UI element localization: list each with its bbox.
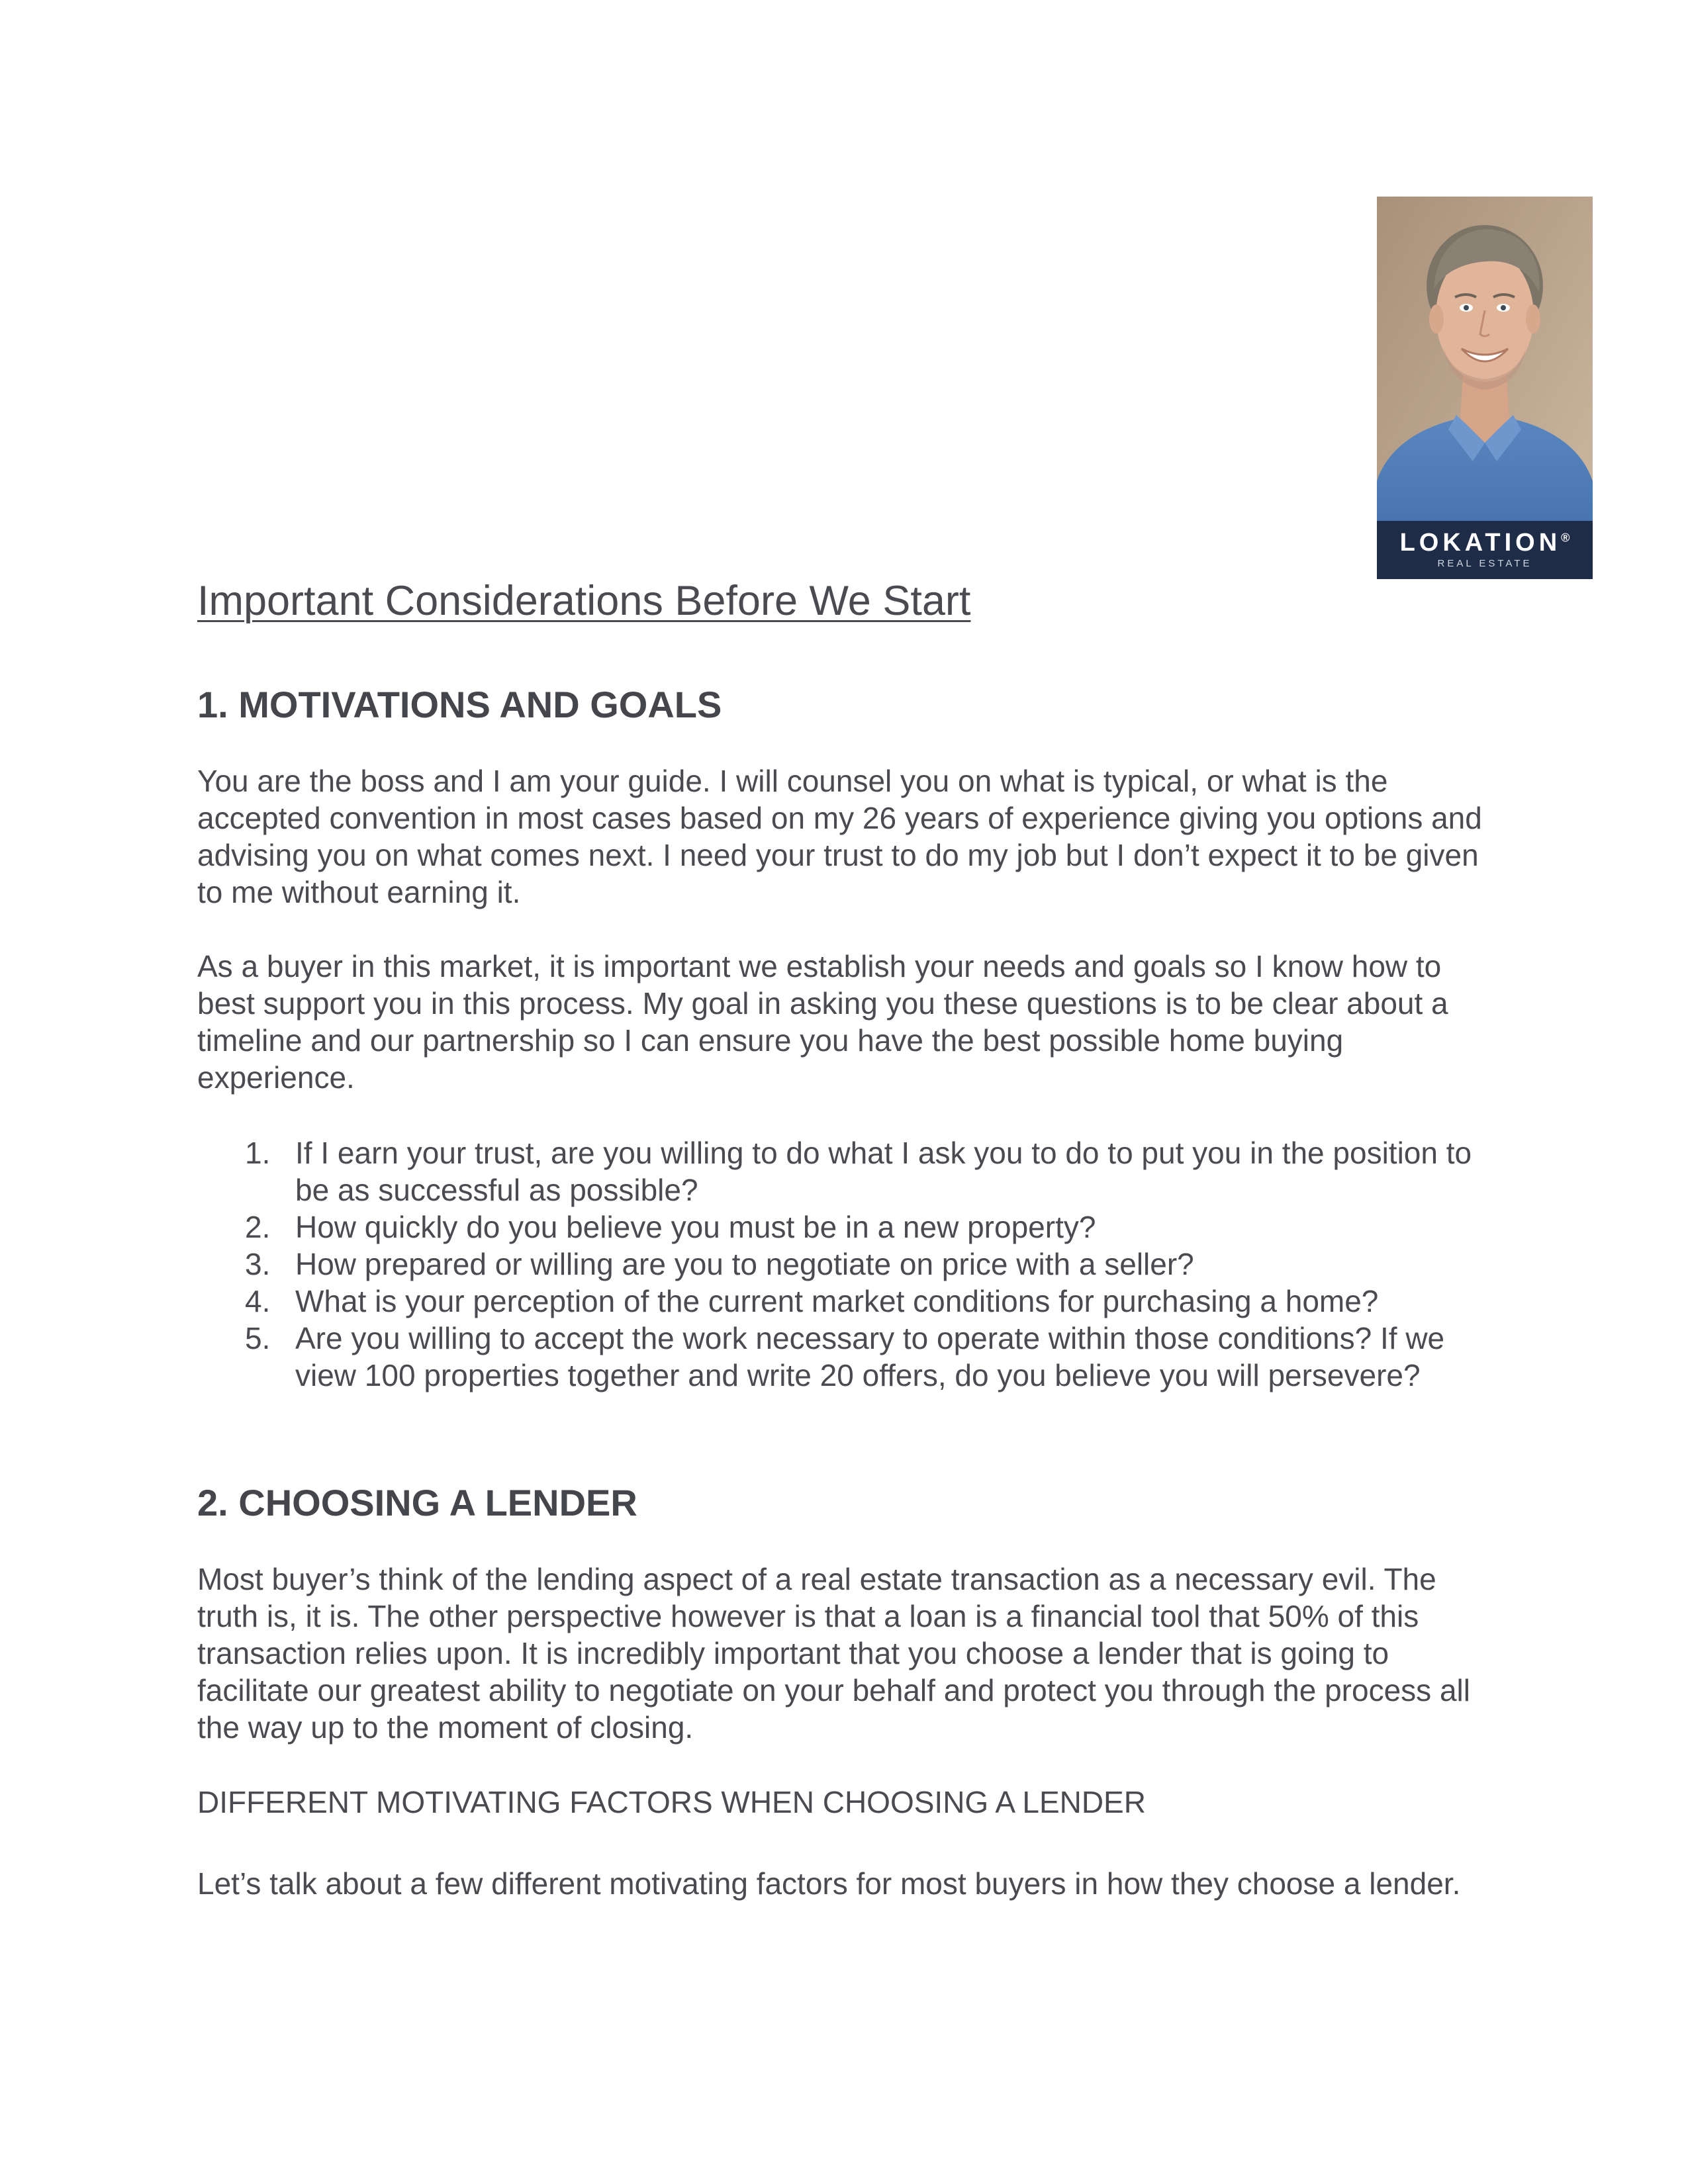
paragraph-lender: Most buyer’s think of the lending aspect of a real estate transaction as a necessary evil. The truth is, it is. The other perspective however is that a loan is a financial tool that 50% of this transaction relies upon. It is incredibly important that you choose a lender that is going to facilitate our greatest ability to negotiate on your behalf and protect you through the process all the way up to the moment of closing. <box>197 1562 1470 1745</box>
agent-headshot <box>1377 197 1593 579</box>
brand-logo-subtitle: REAL ESTATE <box>1437 558 1532 569</box>
list-item: 1. If I earn your trust, are you willing to do what I ask you to do to put you in the position to be as successful as possible? <box>245 1136 1472 1207</box>
list-item: 2. How quickly do you believe you must be in a new property? <box>245 1210 1096 1244</box>
paragraph-factors-intro: Let’s talk about a few different motivating factors for most buyers in how they choose a lender. <box>197 1866 1461 1901</box>
list-item: 3. How prepared or willing are you to negotiate on price with a seller? <box>245 1247 1194 1281</box>
document-title: Important Considerations Before We Start <box>197 578 971 624</box>
list-item: 4. What is your perception of the current market conditions for purchasing a home? <box>245 1284 1379 1318</box>
section-heading-motivations: 1. MOTIVATIONS AND GOALS <box>197 684 722 725</box>
subheading-motivating-factors: DIFFERENT MOTIVATING FACTORS WHEN CHOOSING A LENDER <box>197 1785 1146 1819</box>
questions-list <box>197 1134 1495 1394</box>
section-heading-lender: 2. CHOOSING A LENDER <box>197 1482 637 1524</box>
list-item: 5. Are you willing to accept the work necessary to operate within those conditions? If we view 100 properties together and write 20 offers, do you believe you will persevere? <box>245 1321 1445 1392</box>
brand-logo-text: LOKATION® <box>1399 529 1570 557</box>
paragraph-intro: You are the boss and I am your guide. I will counsel you on what is typical, or what is the accepted convention in most cases based on my 26 years of experience giving you options and advising you on what comes next. I need your trust to do my job but I don’t expect it to be given to me without earning it. <box>197 764 1482 909</box>
paragraph-buyer-goals: As a buyer in this market, it is important we establish your needs and goals so I know how to best support you in this process. My goal in asking you these questions is to be clear about a timeline and our partnership so I can ensure you have the best possible home buying experience. <box>197 949 1448 1095</box>
